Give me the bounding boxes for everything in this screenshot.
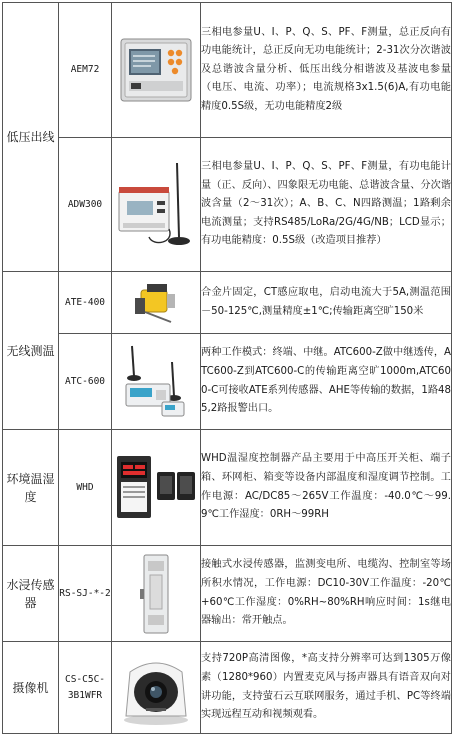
product-image-cell	[112, 138, 201, 272]
table-row	[3, 642, 452, 734]
table-row	[3, 546, 452, 642]
product-image-cell	[112, 3, 201, 138]
table-row	[3, 334, 452, 430]
table-row	[3, 138, 452, 272]
table-row	[3, 430, 452, 546]
product-image-cell	[112, 430, 201, 546]
model-cell: ADW300	[59, 138, 112, 272]
water-sensor-image	[136, 553, 176, 635]
rail-meter-antenna-image	[113, 157, 199, 253]
product-image-cell	[112, 642, 201, 734]
table-row	[3, 3, 452, 138]
category-cell: 水浸传感器	[3, 546, 59, 642]
model-cell: RS-SJ-*-2	[59, 546, 112, 642]
humidity-controller-image	[113, 454, 199, 522]
temperature-sensor-image	[131, 280, 181, 326]
model-cell: ATE-400	[59, 272, 112, 334]
dome-camera-image	[116, 650, 196, 726]
description-cell: WHD温湿度控制器产品主要用于中高压开关柜、端子箱、环网柜、箱变等设备内部温度和湿度调节控制。工作电源：AC/DC85～265V工作温度：-40.0℃～99.9℃工作湿度：0RH～99RH	[201, 430, 452, 546]
model-cell: WHD	[59, 430, 112, 546]
product-spec-table	[2, 2, 452, 734]
model-cell: CS-C5C-3B1WFR	[59, 642, 112, 734]
description-cell: 三相电参量U、I、P、Q、S、PF、F测量，总正反向有功电能统计，总正反向无功电能统计；2-31次分次谐波及总谐波含量分析、低压出线分相谐波及基波电参量（电压、电流、功率）；电流规格3x1.5(6)A,有功电能精度0.5S级，无功电能精度2级	[201, 3, 452, 138]
description-cell: 接触式水浸传感器，监测变电所、电缆沟、控制室等场所积水情况，工作电源：DC10-30V工作温度：-20℃+60℃工作湿度：0%RH~80%RH响应时间：1s继电器输出：常开触点。	[201, 546, 452, 642]
model-cell: ATC-600	[59, 334, 112, 430]
category-cell: 摄像机	[3, 642, 59, 734]
description-cell: 支持720P高清图像，*高支持分辨率可达到1305万像素（1280*960）内置麦克风与扬声器具有语音双向对讲功能，支持萤石云互联网服务，通过手机、PC等终端实现远程互动和视频观看。	[201, 642, 452, 734]
description-cell: 两种工作模式：终端、中继。ATC600-Z做中继透传，ATC600-Z到ATC600-C的传输距离空旷1000m,ATC600-C可接收ATE系列传感器、AHE等传输的数据，1路485,2路报警出口。	[201, 334, 452, 430]
category-cell: 环境温湿度	[3, 430, 59, 546]
transceiver-image	[118, 342, 194, 422]
product-image-cell	[112, 272, 201, 334]
product-image-cell	[112, 546, 201, 642]
category-cell: 无线测温	[3, 272, 59, 430]
product-image-cell	[112, 334, 201, 430]
category-cell: 低压出线	[3, 3, 59, 272]
model-cell: AEM72	[59, 3, 112, 138]
panel-meter-image	[119, 37, 193, 103]
description-cell: 三相电参量U、I、P、Q、S、PF、F测量，有功电能计量（正、反向）、四象限无功电能、总谐波含量、分次谐波含量（2～31次）；A、B、C、N四路测温；1路剩余电流测量；支持RS485/LoRa/2G/4G/NB；LCD显示；有功电能精度：0.5S级（改造项目推荐）	[201, 138, 452, 272]
table-row	[3, 272, 452, 334]
description-cell: 合金片固定，CT感应取电，启动电流大于5A,测温范围－50-125℃,测量精度±1℃;传输距离空旷150米	[201, 272, 452, 334]
